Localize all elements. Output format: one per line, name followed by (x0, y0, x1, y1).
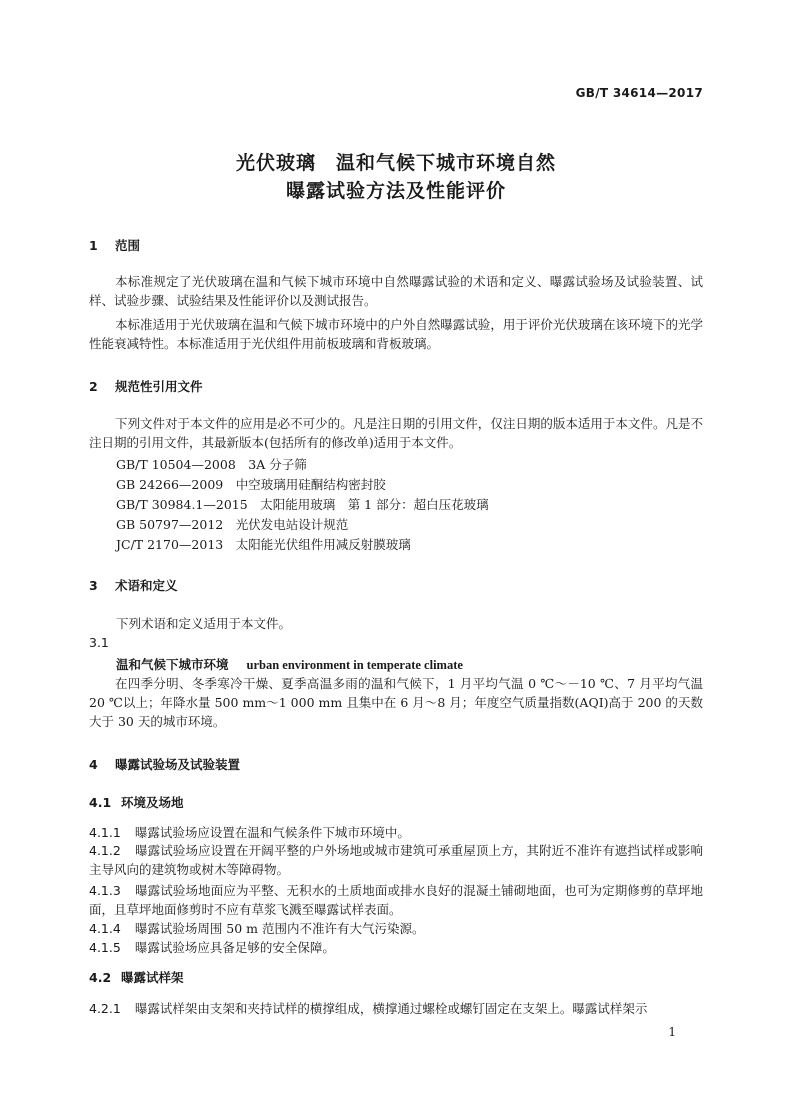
clause-4-2-1 (89, 999, 703, 1018)
section-number: 3 (89, 578, 98, 593)
subsection-title: 曝露试样架 (121, 970, 184, 985)
subsection-number: 4.2 (89, 970, 112, 985)
clause-number: 4.1.3 (89, 883, 121, 898)
clause-4-1-1 (89, 823, 703, 842)
section-3-heading (89, 576, 178, 594)
normative-reference: JC/T 2170—2013 太阳能光伏组件用减反射膜玻璃 (116, 537, 411, 552)
clause-number: 4.1.5 (89, 940, 121, 955)
section-1-paragraph-2: 本标准适用于光伏玻璃在温和气候下城市环境中的户外自然曝露试验，用于评价光伏玻璃在该环境下的光学性能衰减特性。本标准适用于光伏组件用前板玻璃和背板玻璃。 (89, 317, 703, 351)
clause-number: 4.2.1 (89, 1001, 121, 1016)
section-number: 1 (89, 238, 98, 253)
document-title-line-2: 曝露试验方法及性能评价 (285, 180, 506, 202)
clause-4-1-5 (89, 938, 703, 957)
section-3-paragraph-1: 下列术语和定义适用于本文件。 (116, 616, 292, 631)
normative-reference: GB/T 10504—2008 3A 分子筛 (116, 457, 307, 472)
clause-4-1-3 (89, 881, 703, 919)
section-1-paragraph-1: 本标准规定了光伏玻璃在温和气候下城市环境中自然曝露试验的术语和定义、曝露试验场及试验装置、试样、试验步骤、试验结果及性能评价以及测试报告。 (89, 274, 703, 308)
term-number: 3.1 (89, 635, 109, 650)
subsection-4-1-heading (89, 793, 184, 811)
section-2-paragraph-1: 下列文件对于本文件的应用是必不可少的。凡是注日期的引用文件，仅注日期的版本适用于本文件。凡是不注日期的引用文件，其最新版本(包括所有的修改单)适用于本文件。 (89, 416, 703, 450)
clause-text: 曝露试验场应设置在温和气候条件下城市环境中。 (134, 825, 410, 840)
clause-text: 曝露试验场周围 50 m 范围内不准许有大气污染源。 (134, 921, 425, 936)
subsection-4-2-heading (89, 968, 184, 986)
normative-reference: GB 24266—2009 中空玻璃用硅酮结构密封胶 (116, 477, 386, 492)
clause-number: 4.1.1 (89, 825, 121, 840)
subsection-number: 4.1 (89, 795, 112, 810)
section-4-heading (89, 755, 240, 773)
section-title: 曝露试验场及试验装置 (115, 757, 241, 772)
clause-text: 曝露试验场地面应为平整、无积水的土质地面或排水良好的混凝土铺砌地面，也可为定期修剪的草坪地面，且草坪地面修剪时不应有草浆飞溅至曝露试样表面。 (89, 883, 703, 917)
section-1-heading (89, 236, 140, 254)
section-title: 范围 (115, 238, 141, 253)
term-entry (116, 655, 463, 673)
clause-text: 曝露试样架由支架和夹持试样的横撑组成，横撑通过螺栓或螺钉固定在支架上。曝露试样架示 (134, 1001, 648, 1016)
term-chinese: 温和气候下城市环境 (116, 657, 229, 672)
clause-text: 曝露试验场应设置在开阔平整的户外场地或城市建筑可承重屋顶上方，其附近不准许有遮挡试样或影响主导风向的建筑物或树木等障碍物。 (89, 843, 703, 877)
term-english: urban environment in temperate climate (246, 658, 463, 672)
document-title-line-1: 光伏玻璃 温和气候下城市环境自然 (235, 152, 556, 174)
term-definition: 在四季分明、冬季寒冷干燥、夏季高温多雨的温和气候下，1 月平均气温 0 ℃～－10 ℃、7 月平均气温 20 ℃以上；年降水量 500 mm～1 000 mm 且集中在 6 月～8 月；年度空气质量指数(AQI)高于 200 的天数大于 30 天的城市环境。 (89, 676, 703, 729)
normative-reference: GB/T 30984.1—2015 太阳能用玻璃 第 1 部分：超白压花玻璃 (116, 497, 489, 512)
section-title: 规范性引用文件 (115, 379, 203, 394)
clause-number: 4.1.4 (89, 921, 121, 936)
clause-4-1-2 (89, 841, 703, 879)
section-number: 4 (89, 757, 98, 772)
clause-number: 4.1.2 (89, 843, 121, 858)
clause-4-1-4 (89, 919, 703, 938)
page-number: 1 (668, 1025, 676, 1039)
subsection-title: 环境及场地 (121, 795, 184, 810)
section-2-heading (89, 377, 203, 395)
normative-reference: GB 50797—2012 光伏发电站设计规范 (116, 517, 349, 532)
clause-text: 曝露试验场应具备足够的安全保障。 (134, 940, 335, 955)
section-title: 术语和定义 (115, 578, 178, 593)
standard-number: GB/T 34614—2017 (575, 86, 703, 100)
section-number: 2 (89, 379, 98, 394)
